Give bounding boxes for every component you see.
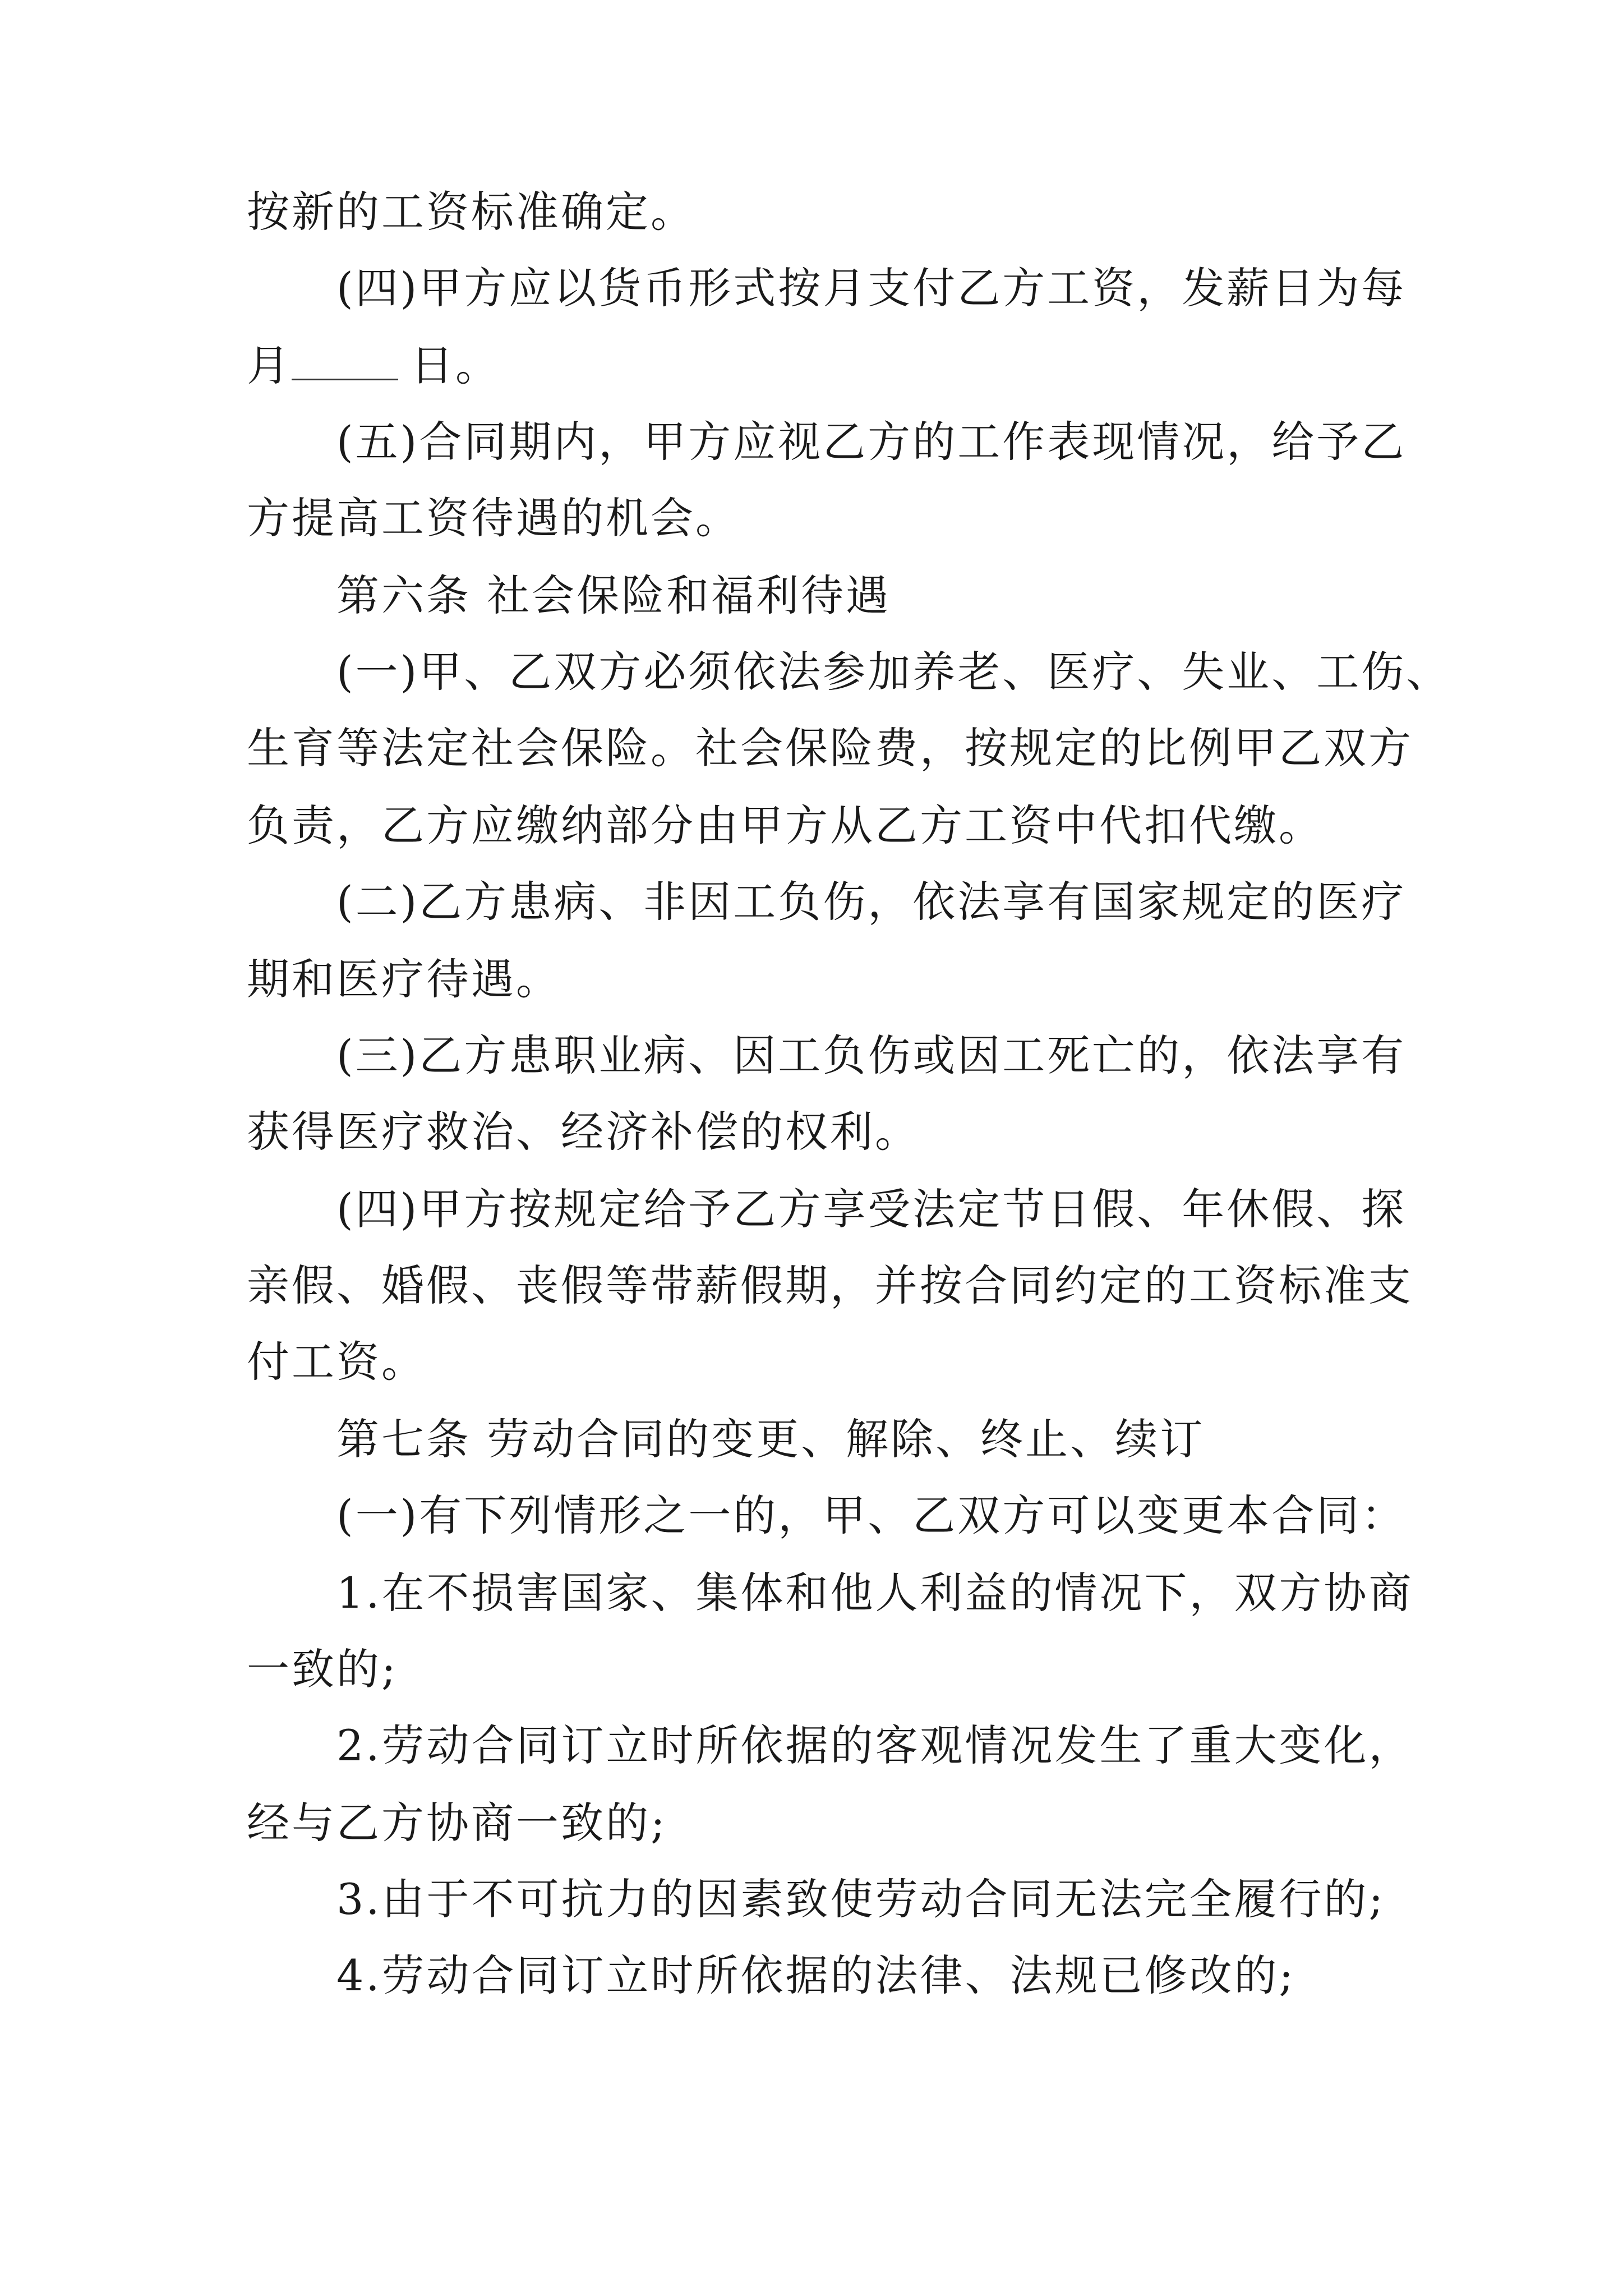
paragraph-line: (二)乙方患病、非因工负伤，依法享有国家规定的医疗 — [336, 877, 1407, 927]
list-item-line: 3.由于不可抗力的因素致使劳动合同无法完全履行的; — [336, 1874, 1386, 1924]
paragraph-line: 获得医疗救治、经济补偿的权利。 — [247, 1107, 920, 1157]
list-item-line: 1.在不损害国家、集体和他人利益的情况下，双方协商 — [336, 1568, 1414, 1618]
section-heading: 第六条 社会保险和福利待遇 — [336, 570, 891, 620]
paragraph-line: (五)合同期内，甲方应视乙方的工作表现情况，给予乙 — [336, 417, 1407, 467]
paragraph-line: 按新的工资标准确定。 — [247, 187, 695, 237]
paragraph-line: 期和医疗待遇。 — [247, 954, 561, 1004]
text-fragment: 月 — [247, 341, 292, 390]
list-item-line: 一致的; — [247, 1644, 398, 1694]
section-heading: 第七条 劳动合同的变更、解除、终止、续订 — [336, 1414, 1205, 1464]
fill-in-blank — [292, 345, 398, 380]
paragraph-line: 生育等法定社会保险。社会保险费，按规定的比例甲乙双方 — [247, 723, 1413, 773]
paragraph-line: 方提高工资待遇的机会。 — [247, 493, 740, 543]
paragraph-line: (一)有下列情形之一的，甲、乙双方可以变更本合同： — [336, 1490, 1407, 1540]
text-fragment: 日。 — [411, 341, 500, 390]
paragraph-line: (四)甲方按规定给予乙方享受法定节日假、年休假、探 — [336, 1184, 1407, 1234]
paragraph-line: 负责，乙方应缴纳部分由甲方从乙方工资中代扣代缴。 — [247, 800, 1324, 850]
paragraph-line: (一)甲、乙双方必须依法参加养老、医疗、失业、工伤、 — [336, 647, 1451, 697]
list-item-line: 4.劳动合同订立时所依据的法律、法规已修改的; — [336, 1950, 1296, 2000]
paragraph-line: 亲假、婚假、丧假等带薪假期，并按合同约定的工资标准支 — [247, 1260, 1413, 1310]
list-item-line: 经与乙方协商一致的; — [247, 1798, 667, 1848]
paragraph-line — [247, 339, 500, 393]
list-item-line: 2.劳动合同订立时所依据的客观情况发生了重大变化， — [336, 1720, 1414, 1770]
paragraph-line: 付工资。 — [247, 1337, 426, 1387]
paragraph-line: (四)甲方应以货币形式按月支付乙方工资，发薪日为每 — [336, 263, 1407, 313]
paragraph-line: (三)乙方患职业病、因工负伤或因工死亡的，依法享有 — [336, 1030, 1407, 1080]
